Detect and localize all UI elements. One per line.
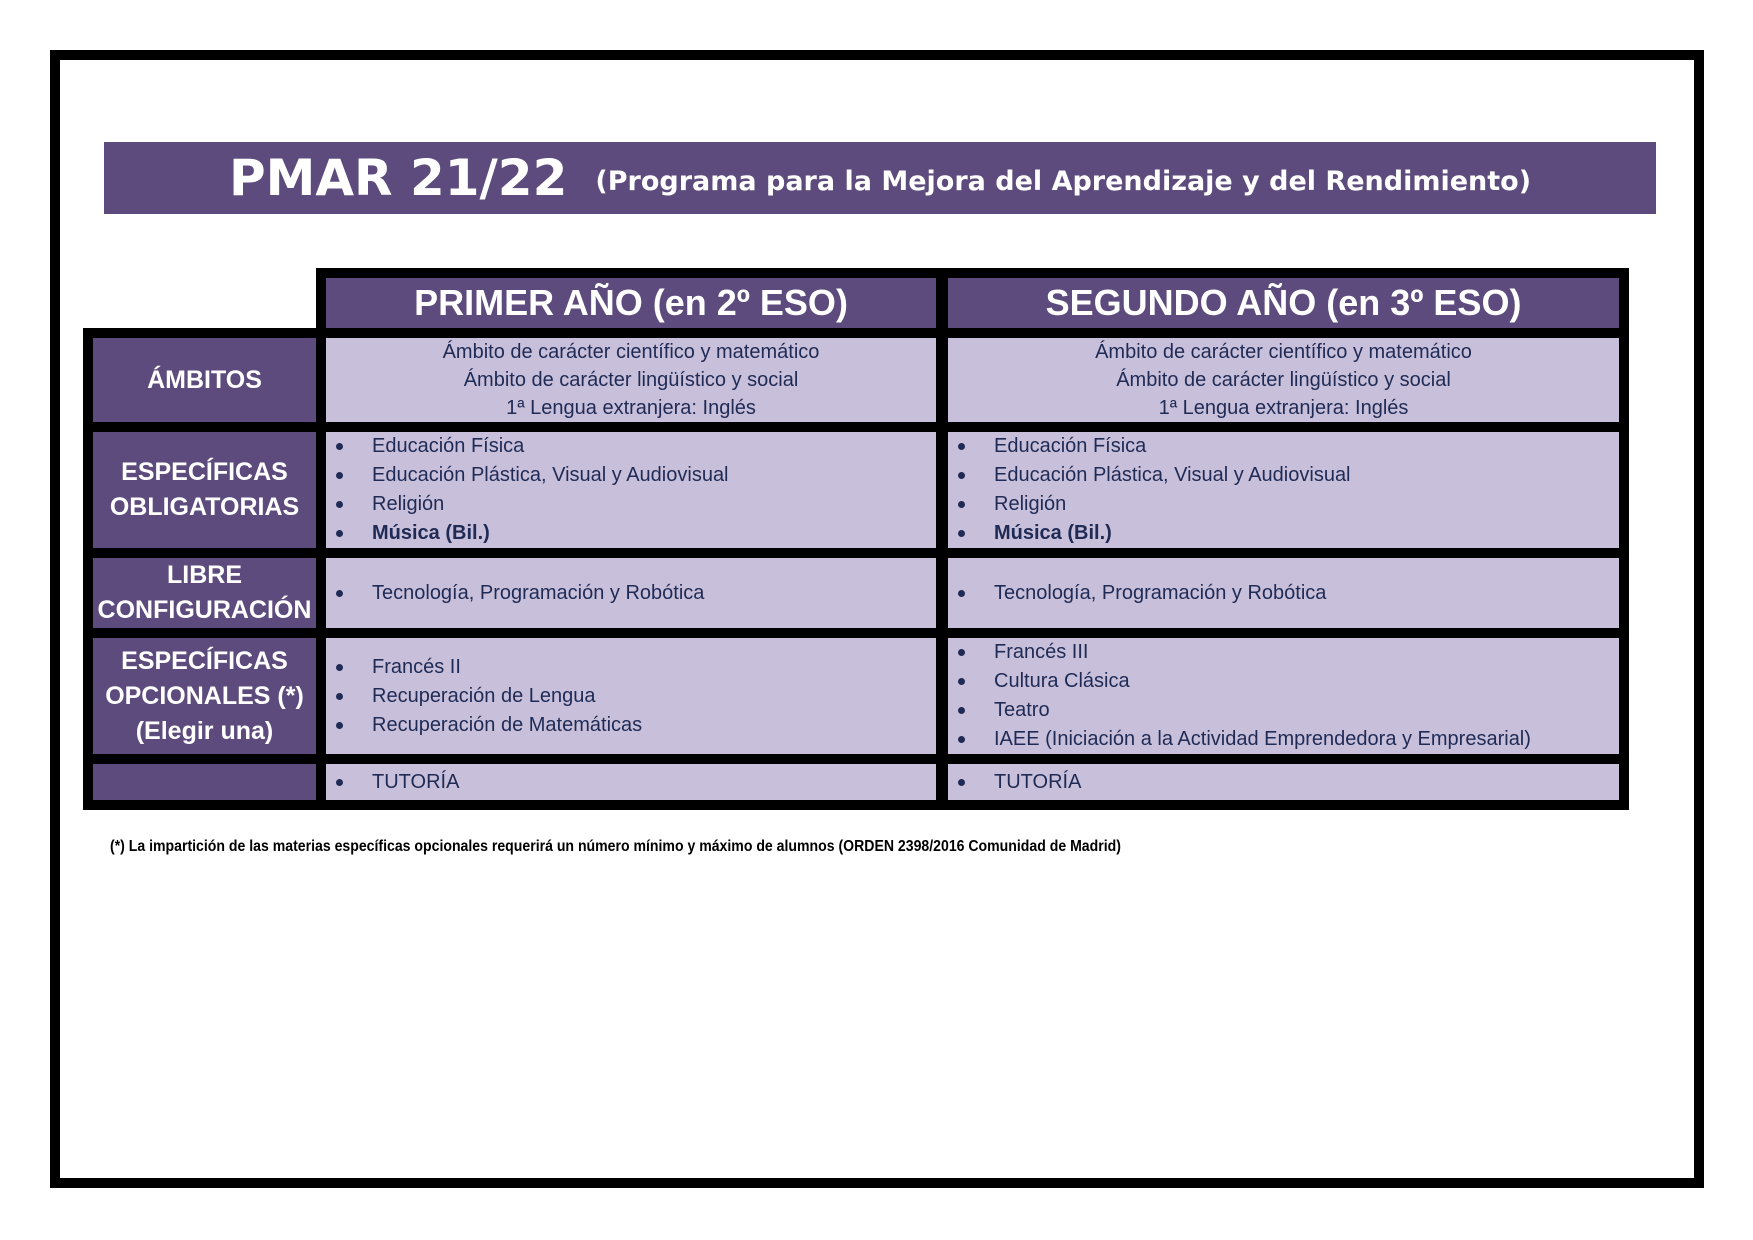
row-label-empty	[93, 764, 316, 800]
page-subtitle: (Programa para la Mejora del Aprendizaje y del Rendimiento)	[595, 165, 1532, 197]
list-item: Educación Plástica, Visual y Audiovisual	[958, 461, 1619, 490]
bullet-icon	[958, 779, 965, 786]
row-label-libre-configuracion	[93, 558, 316, 628]
text-line: Ámbito de carácter lingüístico y social	[1116, 369, 1451, 391]
bullet-icon	[958, 530, 965, 537]
footnote: (*) La impartición de las materias específicas opcionales requerirá un número mínimo y máximo de alumnos (ORDEN 2398/2016 Comunidad de Madrid)	[110, 838, 1121, 855]
list-item: Educación Física	[958, 432, 1619, 461]
list-item: Recuperación de Matemáticas	[336, 711, 936, 740]
bullet-icon	[336, 530, 343, 537]
bullet-icon	[958, 443, 965, 450]
label-line: CONFIGURACIÓN	[97, 596, 312, 624]
bullet-icon	[336, 590, 343, 597]
label-line: OBLIGATORIAS	[109, 493, 300, 521]
cell-libre-segundo	[948, 558, 1619, 628]
bullet-icon	[958, 472, 965, 479]
list-item: Música (Bil.)	[336, 519, 936, 548]
list-item: Teatro	[958, 696, 1619, 725]
list-item: Educación Física	[336, 432, 936, 461]
cell-ambitos-primer	[326, 338, 936, 422]
label-line: LIBRE	[167, 561, 242, 589]
list-item: Tecnología, Programación y Robótica	[336, 579, 936, 608]
bullet-icon	[336, 693, 343, 700]
text-line: 1ª Lengua extranjera: Inglés	[506, 397, 756, 419]
list-item: Recuperación de Lengua	[336, 682, 936, 711]
cell-tutoria-segundo	[948, 764, 1619, 800]
cell-ambitos-segundo	[948, 338, 1619, 422]
bullet-icon	[958, 501, 965, 508]
cell-obligatorias-primer	[326, 432, 936, 548]
list-item: TUTORÍA	[336, 768, 936, 797]
label-line: ESPECÍFICAS	[121, 458, 288, 486]
cell-libre-primer	[326, 558, 936, 628]
bullet-icon	[336, 501, 343, 508]
bullet-icon	[958, 707, 965, 714]
text-line: 1ª Lengua extranjera: Inglés	[1158, 397, 1409, 419]
row-label-especificas-obligatorias	[93, 432, 316, 548]
column-header-primer: PRIMER AÑO (en 2º ESO)	[326, 278, 936, 328]
list-item: Religión	[958, 490, 1619, 519]
bullet-icon	[958, 649, 965, 656]
bullet-icon	[336, 722, 343, 729]
list-item: Tecnología, Programación y Robótica	[958, 579, 1619, 608]
cell-opcionales-segundo	[948, 638, 1619, 754]
list-item: Francés III	[958, 638, 1619, 667]
list-item: Cultura Clásica	[958, 667, 1619, 696]
list-item: Religión	[336, 490, 936, 519]
text-line: Ámbito de carácter científico y matemático	[1095, 341, 1472, 363]
list-item: TUTORÍA	[958, 768, 1619, 797]
label-line: OPCIONALES (*)	[105, 681, 304, 710]
list-item: Música (Bil.)	[958, 519, 1619, 548]
bullet-icon	[958, 736, 965, 743]
row-label-ambitos: ÁMBITOS	[93, 338, 316, 422]
list-item: Francés II	[336, 653, 936, 682]
page-title: PMAR 21/22	[228, 149, 568, 207]
column-header-segundo: SEGUNDO AÑO (en 3º ESO)	[948, 278, 1619, 328]
bullet-icon	[958, 678, 965, 685]
cell-tutoria-primer	[326, 764, 936, 800]
bullet-icon	[336, 779, 343, 786]
bullet-icon	[336, 443, 343, 450]
label-line: (Elegir una)	[135, 716, 274, 745]
cell-opcionales-primer	[326, 638, 936, 754]
list-item: Educación Plástica, Visual y Audiovisual	[336, 461, 936, 490]
text-line: Ámbito de carácter científico y matemático	[442, 341, 820, 363]
cell-obligatorias-segundo	[948, 432, 1619, 548]
row-label-especificas-opcionales	[93, 638, 316, 754]
text-line: Ámbito de carácter lingüístico y social	[463, 369, 799, 391]
bullet-icon	[336, 472, 343, 479]
bullet-icon	[958, 590, 965, 597]
title-banner	[104, 142, 1656, 214]
list-item: IAEE (Iniciación a la Actividad Emprendedora y Empresarial)	[958, 725, 1619, 754]
bullet-icon	[336, 664, 343, 671]
label-line: ESPECÍFICAS	[121, 646, 288, 675]
